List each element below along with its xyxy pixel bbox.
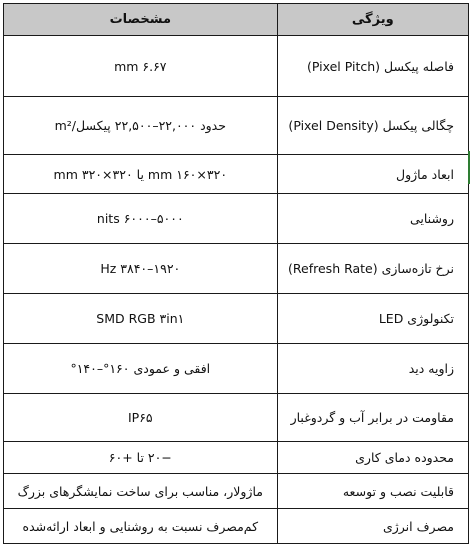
feature-refresh-rate: نرخ تازه‌سازی (Refresh Rate) <box>277 244 468 294</box>
value-module-size: ۳۲۰×۱۶۰ mm یا ۳۲۰×۳۲۰ mm <box>4 155 278 194</box>
feature-module-size: ابعاد ماژول <box>277 155 468 194</box>
table-row <box>4 394 469 442</box>
feature-viewing-angle: زاویه دید <box>277 344 468 394</box>
value-water-dust-resistance: IP۶۵ <box>4 394 278 442</box>
table-row <box>4 244 469 294</box>
value-brightness: ۵۰۰۰–۶۰۰۰ nits <box>4 194 278 244</box>
feature-operating-temperature: محدوده دمای کاری <box>277 442 468 474</box>
feature-power-consumption: مصرف انرژی <box>277 509 468 544</box>
table-row <box>4 36 469 97</box>
table-row <box>4 509 469 544</box>
table-row <box>4 294 469 344</box>
spec-table <box>3 3 469 544</box>
value-led-technology: SMD RGB ۳in۱ <box>4 294 278 344</box>
header-spec: مشخصات <box>4 4 278 36</box>
feature-pixel-density: چگالی پیکسل (Pixel Density) <box>277 97 468 155</box>
table-row <box>4 155 469 194</box>
value-operating-temperature: −۲۰ تا +۶۰ <box>4 442 278 474</box>
feature-pixel-pitch: فاصله پیکسل (Pixel Pitch) <box>277 36 468 97</box>
header-feature: ویژگی <box>277 4 468 36</box>
table-row <box>4 194 469 244</box>
feature-brightness: روشنایی <box>277 194 468 244</box>
feature-installation: قابلیت نصب و توسعه <box>277 474 468 509</box>
value-power-consumption: کم‌مصرف نسبت به روشنایی و ابعاد ارائه‌شده <box>4 509 278 544</box>
table-row <box>4 344 469 394</box>
table-header-row <box>4 4 469 36</box>
value-pixel-density: حدود ۲۲,۰۰۰–۲۲,۵۰۰ پیکسل/m² <box>4 97 278 155</box>
table-row <box>4 442 469 474</box>
value-viewing-angle: افقی و عمودی ۱۶۰°–۱۴۰° <box>4 344 278 394</box>
table-row <box>4 97 469 155</box>
row-highlight-edge <box>468 151 470 184</box>
feature-water-dust-resistance: مقاومت در برابر آب و گردوغبار <box>277 394 468 442</box>
feature-led-technology: تکنولوژی LED <box>277 294 468 344</box>
value-refresh-rate: ۱۹۲۰–۳۸۴۰ Hz <box>4 244 278 294</box>
value-installation: ماژولار، مناسب برای ساخت نمایشگرهای بزرگ <box>4 474 278 509</box>
table-row <box>4 474 469 509</box>
value-pixel-pitch: ۶.۶۷ mm <box>4 36 278 97</box>
